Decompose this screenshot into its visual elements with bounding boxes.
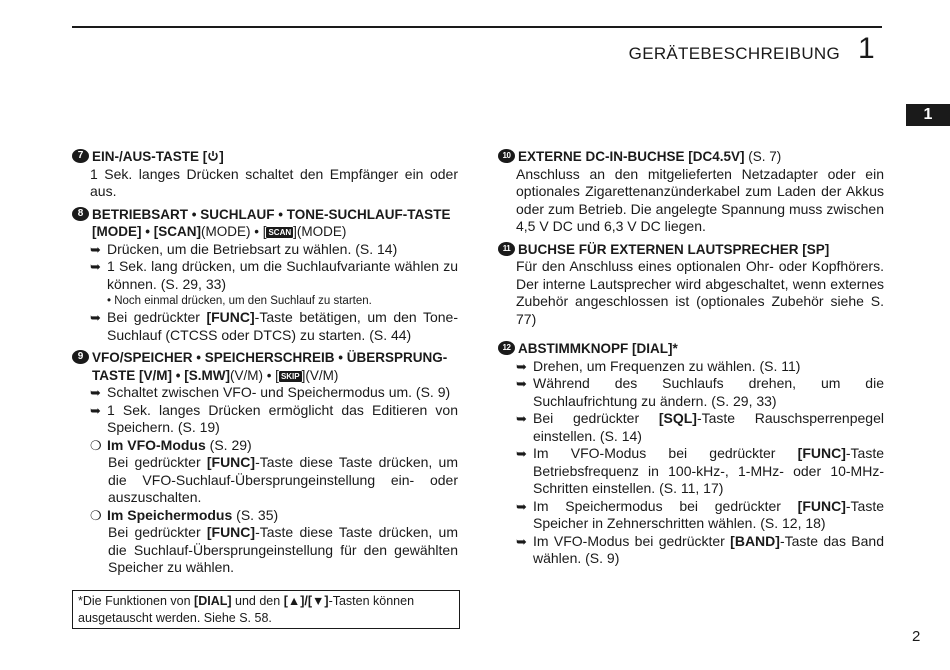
paragraph: Bei gedrückter [FUNC]-Taste diese Taste drücken, um die Suchlauf-Übersprungeinstellung für den gewählten Speicher zu wählen.: [108, 524, 458, 575]
number-marker: 12: [498, 341, 515, 355]
circle-bullet-icon: ❍: [90, 507, 102, 523]
circle-bullet-icon: ❍: [90, 437, 102, 453]
number-marker: 9: [72, 350, 89, 364]
paragraph: Anschluss an den mitgelieferten Netzadapter oder ein optionales Zigarettenanzünderkabel zum Laden der Akkus oder zum Betrieb. Die angelegte Spannung muss zwischen 4,5 V DC und 6,3 V DC liegen.: [516, 165, 884, 234]
list-item: ➥ Im VFO-Modus bei gedrückter [BAND]-Taste das Band wählen. (S. 9): [516, 532, 884, 566]
number-marker: 11: [498, 242, 515, 256]
list-item: ➥ Bei gedrückter [FUNC]-Taste betätigen, um den Tone-Suchlauf (CTCSS oder DTCS) zu starten. (S. 44): [90, 309, 458, 343]
power-icon: [207, 150, 219, 162]
chapter-number: 1: [858, 32, 875, 65]
section-heading: 9 VFO/SPEICHER • SPEICHERSCHREIB • ÜBERSPRUNG- TASTE [V/M] • [S.MW](V/M) • [ SKIP ](V/M): [72, 349, 458, 384]
arrow-bullet-icon: ➥: [516, 446, 527, 461]
section-heading: 10 EXTERNE DC-IN-BUCHSE [DC4.5V] (S. 7): [498, 148, 884, 166]
paragraph: 1 Sek. langes Drücken schaltet den Empfänger ein oder aus.: [90, 165, 458, 199]
section-heading: 12 ABSTIMMKNOPF [DIAL]*: [498, 340, 884, 358]
section-heading: 11 BUCHSE FÜR EXTERNEN LAUTSPRECHER [SP]: [498, 241, 884, 259]
list-item: ➥ Drücken, um die Betriebsart zu wählen. (S. 14): [90, 240, 398, 257]
section-12: [498, 340, 884, 568]
section-heading: 8 BETRIEBSART • SUCHLAUF • TONE-SUCHLAUF-TASTE [MODE] • [SCAN](MODE) • [ SCAN ](MODE): [72, 206, 458, 241]
footnote-box: *Die Funktionen von [DIAL] und den [▲]/[▼]-Tasten können ausgetauscht werden. Siehe S. 58.: [72, 590, 460, 629]
arrow-bullet-icon: ➥: [90, 310, 101, 325]
page-number: 2: [912, 628, 921, 645]
number-marker: 10: [498, 149, 515, 163]
left-column: [72, 148, 458, 577]
section-11: [498, 241, 884, 329]
arrow-bullet-icon: ➥: [516, 533, 527, 549]
list-item: ➥ Schaltet zwischen VFO- und Speichermodus um. (S. 9): [90, 384, 451, 400]
skip-key-icon: SKIP: [280, 371, 300, 381]
right-column: [498, 148, 884, 568]
header-rule: [72, 26, 882, 28]
scan-key-icon: SCAN: [268, 228, 292, 237]
number-marker: 8: [72, 207, 89, 221]
paragraph: Für den Anschluss eines optionalen Ohr- oder Kopfhörers. Der interne Lautsprecher wird abgeschaltet, wenn externes Zubehör angeschlossen ist (optionales Zubehör siehe S. 77): [516, 258, 884, 327]
arrow-bullet-icon: ➥: [90, 385, 101, 400]
arrow-bullet-icon: ➥: [516, 498, 527, 514]
list-item: ➥ 1 Sek. lang drücken, um die Suchlaufvariante wählen zu können. (S. 29, 33): [90, 258, 458, 292]
section-9: [72, 349, 458, 577]
chapter-tab: 1: [906, 104, 950, 126]
section-8: [72, 206, 458, 345]
list-item: ➥ 1 Sek. langes Drücken ermöglicht das Editieren von Speichern. (S. 19): [90, 401, 458, 435]
chapter-title: GERÄTEBESCHREIBUNG: [628, 44, 840, 63]
arrow-bullet-icon: ➥: [516, 411, 527, 426]
list-item: ➥ Während des Suchlaufs drehen, um die Suchlaufrichtung zu ändern. (S. 29, 33): [516, 375, 884, 409]
number-marker: 7: [72, 149, 89, 163]
arrow-bullet-icon: ➥: [90, 259, 101, 274]
list-item: ➥ Im VFO-Modus bei gedrückter [FUNC]-Taste Betriebsfrequenz in 100-kHz-, 1-MHz- oder 10-MHz-Schritten einstellen. (S. 11, 17): [516, 445, 884, 496]
subsection-memory: ❍ Im Speichermodus (S. 35): [90, 506, 279, 523]
list-item: ➥ Im Speichermodus bei gedrückter [FUNC]-Taste Speicher in Zehnerschritten wählen. (S. 12, 18): [516, 497, 884, 531]
paragraph: Bei gedrückter [FUNC]-Taste diese Taste drücken, um die VFO-Suchlauf-Übersprungeinstellung ein- oder auszuschalten.: [108, 454, 458, 505]
list-item: ➥ Drehen, um Frequenzen zu wählen. (S. 11): [516, 357, 801, 374]
arrow-bullet-icon: ➥: [516, 376, 527, 391]
arrow-bullet-icon: ➥: [90, 241, 101, 257]
arrow-bullet-icon: ➥: [90, 402, 101, 418]
small-note: • Noch einmal drücken, um den Suchlauf zu starten.: [107, 295, 372, 307]
arrow-bullet-icon: ➥: [516, 358, 527, 374]
list-item: ➥ Bei gedrückter [SQL]-Taste Rauschsperrenpegel einstellen. (S. 14): [516, 410, 884, 444]
section-10: [498, 148, 884, 236]
section-heading: 7 EIN-/AUS-TASTE [ ]: [72, 148, 458, 166]
section-7: [72, 148, 458, 201]
subsection-vfo: ❍ Im VFO-Modus (S. 29): [90, 436, 252, 453]
